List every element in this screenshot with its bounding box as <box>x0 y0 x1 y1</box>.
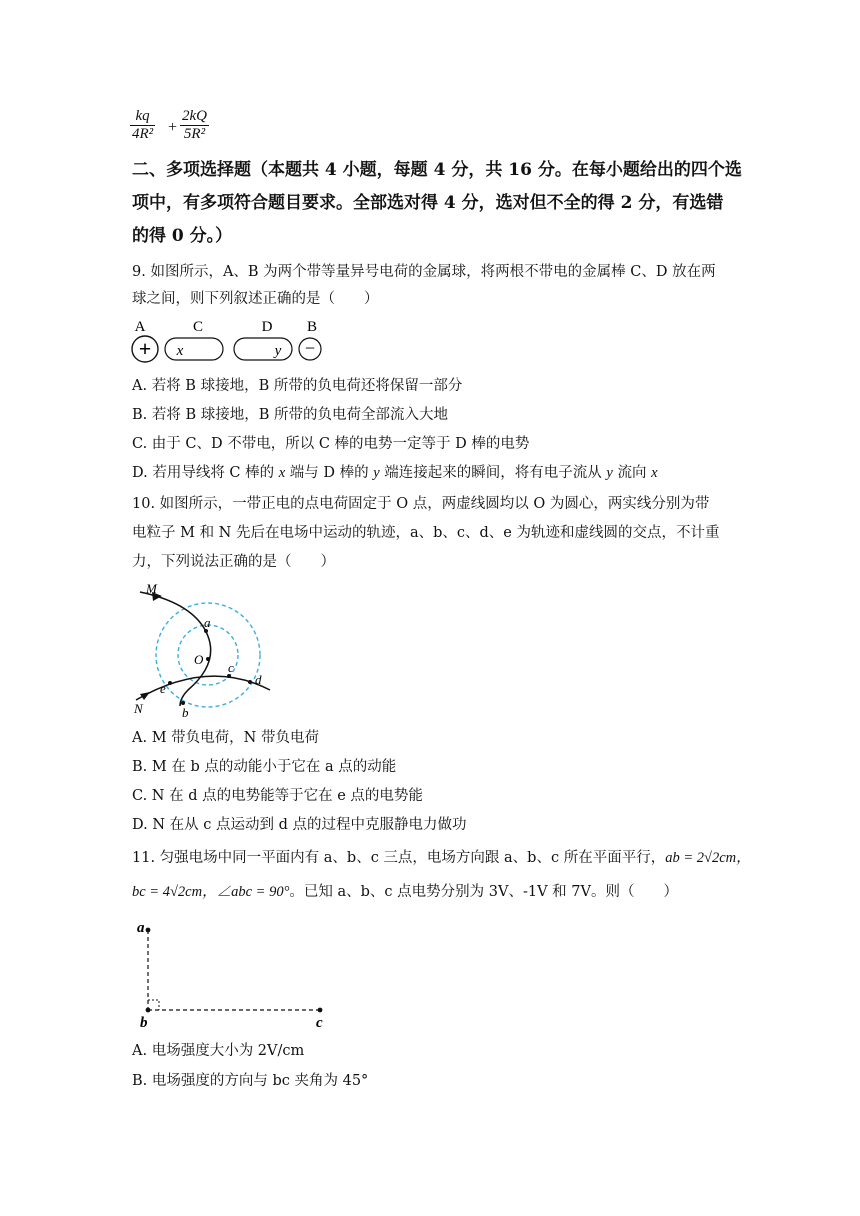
rod-c <box>165 338 223 360</box>
q10-option-a: A. M 带负电荷，N 带负电荷 <box>132 730 319 746</box>
section2-heading-line2: 项中，有多项符合题目要求。全部选对得 4 分，选对但不全的得 2 分，有选错 <box>132 193 724 213</box>
q9-stem-line1: 9. 如图所示，A、B 为两个带等量异号电荷的金属球，将两根不带电的金属棒 C、D 放在两 <box>132 264 716 280</box>
q10-stem-line2: 电粒子 M 和 N 先后在电场中运动的轨迹，a、b、c、d、e 为轨迹和虚线圆的交点，不计重 <box>132 525 720 541</box>
label-b: b <box>182 705 189 720</box>
q11-bc-expression: bc = 4√2cm， <box>132 884 217 900</box>
q11-figure <box>132 916 342 1032</box>
rod-d <box>234 338 292 360</box>
label-o: O <box>194 652 204 667</box>
q9-option-d-post: 流向 <box>612 465 652 481</box>
q11-stem-line2 <box>132 882 678 902</box>
q9-stem-line2: 球之间，则下列叙述正确的是（ ） <box>132 291 379 307</box>
q11-stem-line1-text: 11. 匀强电场中同一平面内有 a、b、c 三点，电场方向跟 a、b、c 所在平面平行， <box>132 850 666 866</box>
q10-option-b: B. M 在 b 点的动能小于它在 a 点的动能 <box>132 759 397 775</box>
q9-label-a: A <box>134 319 146 335</box>
formula-term2-denominator: 5R² <box>180 125 209 143</box>
q11-stem-line2-rest: 。已知 a、b、c 点电势分别为 3V、-1V 和 7V。则（ ） <box>289 884 678 900</box>
label-m: M <box>146 581 157 596</box>
q9-option-c: C. 由于 C、D 不带电，所以 C 棒的电势一定等于 D 棒的电势 <box>132 436 530 452</box>
formula-term1-denominator: 4R² <box>132 126 154 142</box>
q9-option-a: A. 若将 B 球接地，B 所带的负电荷还将保留一部分 <box>132 378 463 394</box>
label-n: N <box>134 701 143 716</box>
q11-option-a: A. 电场强度大小为 2V/cm <box>132 1043 305 1059</box>
label-a: a <box>137 920 145 936</box>
q10-stem-line1: 10. 如图所示，一带正电的点电荷固定于 O 点，两虚线圆均以 O 为圆心，两实线分别为带 <box>132 496 710 512</box>
q9-option-d <box>132 463 658 483</box>
section2-heading-line1: 二、多项选择题（本题共 4 小题，每题 4 分，共 16 分。在每小题给出的四个选 <box>132 160 742 180</box>
formula-plus: + <box>168 119 178 136</box>
point-d <box>248 680 252 684</box>
section2-heading-line3: 的得 0 分。） <box>132 226 233 246</box>
q11-ab-expression: ab = 2√2cm， <box>665 850 751 866</box>
point-o <box>206 657 210 661</box>
q11-option-b: B. 电场强度的方向与 bc 夹角为 45° <box>132 1073 369 1089</box>
trajectory-n <box>136 676 270 700</box>
q10-option-c: C. N 在 d 点的电势能等于它在 e 点的电势能 <box>132 788 423 804</box>
q9-figure <box>128 314 338 368</box>
point-c <box>318 1008 323 1013</box>
point-b <box>146 1008 151 1013</box>
formula-term1-numerator: kq <box>135 108 150 124</box>
label-c: c <box>228 660 234 675</box>
formula-term1 <box>130 108 155 143</box>
label-b: b <box>140 1015 148 1031</box>
q10-stem-line3: 力，下列说法正确的是（ ） <box>132 554 335 570</box>
rod-c-end-x: x <box>176 343 184 359</box>
arrow-n <box>140 692 150 700</box>
q9-option-d-x1: x <box>278 465 286 481</box>
point-a <box>146 928 151 933</box>
q9-label-b: B <box>306 319 318 335</box>
q9-option-d-y2: y <box>606 465 613 481</box>
trajectory-m <box>140 592 211 706</box>
label-a: a <box>204 615 211 630</box>
q10-figure <box>128 580 278 720</box>
q9-label-d: D <box>261 319 273 335</box>
formula-term2 <box>180 108 209 143</box>
q9-option-d-mid: 端与 D 棒的 <box>285 465 374 481</box>
sphere-b-minus-sign: − <box>304 338 316 358</box>
sphere-a-plus-sign: + <box>138 336 152 361</box>
q9-option-d-mid2: 端连接起来的瞬间，将有电子流从 <box>379 465 607 481</box>
q9-option-d-pre: D. 若用导线将 C 棒的 <box>132 465 279 481</box>
q9-option-d-y1: y <box>373 465 380 481</box>
q9-option-d-x2: x <box>651 465 658 481</box>
q11-angle-expression: ∠abc = 90° <box>216 884 290 900</box>
q11-stem-line1 <box>132 848 751 868</box>
q9-option-b: B. 若将 B 球接地，B 所带的负电荷全部流入大地 <box>132 407 449 423</box>
label-e: e <box>160 681 166 696</box>
rod-d-end-y: y <box>274 343 282 359</box>
q10-option-d: D. N 在从 c 点运动到 d 点的过程中克服静电力做功 <box>132 817 467 833</box>
label-c: c <box>316 1015 323 1031</box>
formula-term2-numerator: 2kQ <box>182 108 207 124</box>
q9-label-c: C <box>192 319 204 335</box>
point-e <box>168 681 172 685</box>
label-d: d <box>255 672 262 687</box>
